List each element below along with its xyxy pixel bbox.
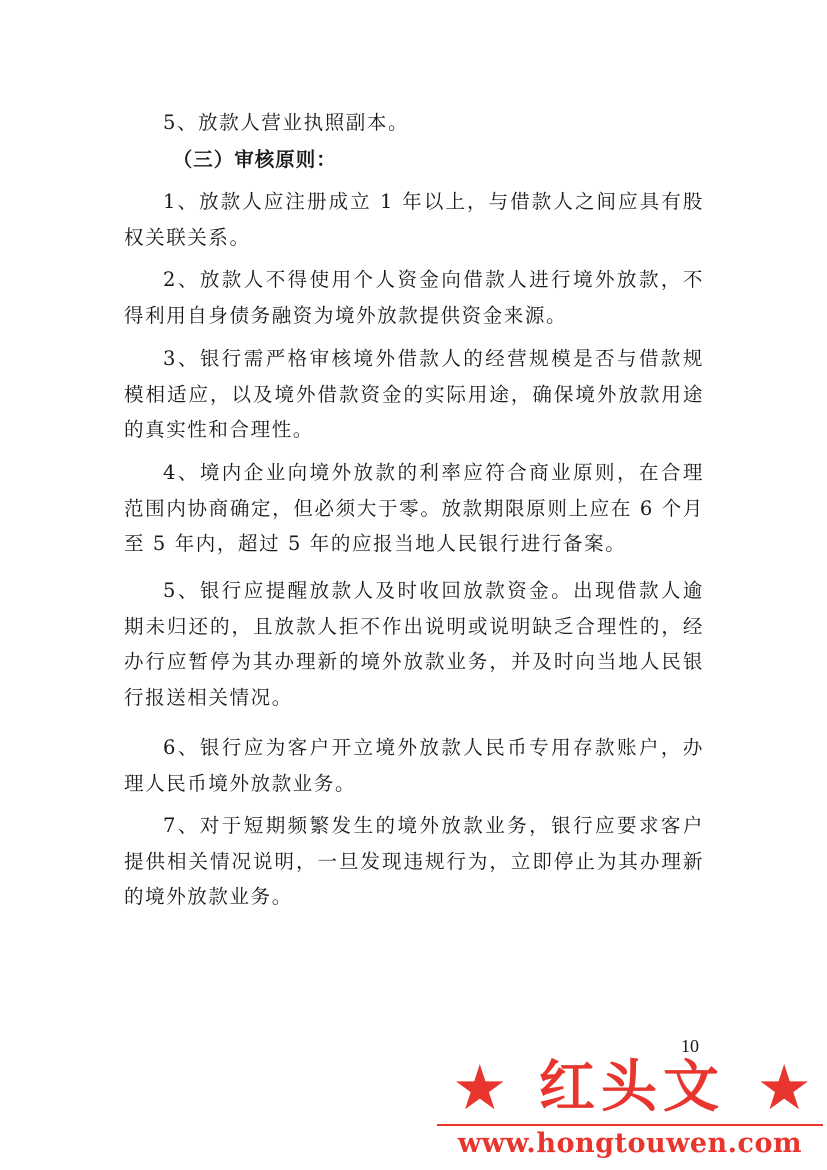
star-icon: ★ [452,1051,508,1124]
paragraph-principle-3: 3、银行需严格审核境外借款人的经营规模是否与借款规模相适应，以及境外借款资金的实际用途，确保境外放款用途的真实性和合理性。 [124,347,704,441]
paragraph-principle-2: 2、放款人不得使用个人资金向借款人进行境外放款，不得利用自身债务融资为境外放款提供资金来源。 [124,268,704,327]
watermark-divider [437,1124,823,1126]
watermark-url[interactable]: www.hongtouwen.com [457,1128,803,1159]
paragraph-principle-1: 1、放款人应注册成立 1 年以上，与借款人之间应具有股权关联关系。 [124,190,704,249]
paragraph-principle-4: 4、境内企业向境外放款的利率应符合商业原则，在合理范围内协商确定，但必须大于零。放款期限原则上应在 6 个月至 5 年内，超过 5 年的应报当地人民银行进行备案。 [124,461,704,555]
paragraph-principle-7: 7、对于短期频繁发生的境外放款业务，银行应要求客户提供相关情况说明，一旦发现违规行为，立即停止为其办理新的境外放款业务。 [124,814,704,908]
watermark-logo [452,1052,812,1124]
paragraph-principle-6: 6、银行应为客户开立境外放款人民币专用存款账户，办理人民币境外放款业务。 [124,736,704,795]
star-icon: ★ [756,1051,812,1124]
page-number: 10 [681,1036,699,1056]
paragraph-1: 5、放款人营业执照副本。 [163,111,410,134]
watermark-title: 红头文 [539,1055,725,1120]
section-heading: （三）审核原则： [172,148,337,171]
paragraph-principle-5: 5、银行应提醒放款人及时收回放款资金。出现借款人逾期未归还的，且放款人拒不作出说明或说明缺乏合理性的，经办行应暂停为其办理新的境外放款业务，并及时向当地人民银行报送相关情况。 [124,579,704,709]
